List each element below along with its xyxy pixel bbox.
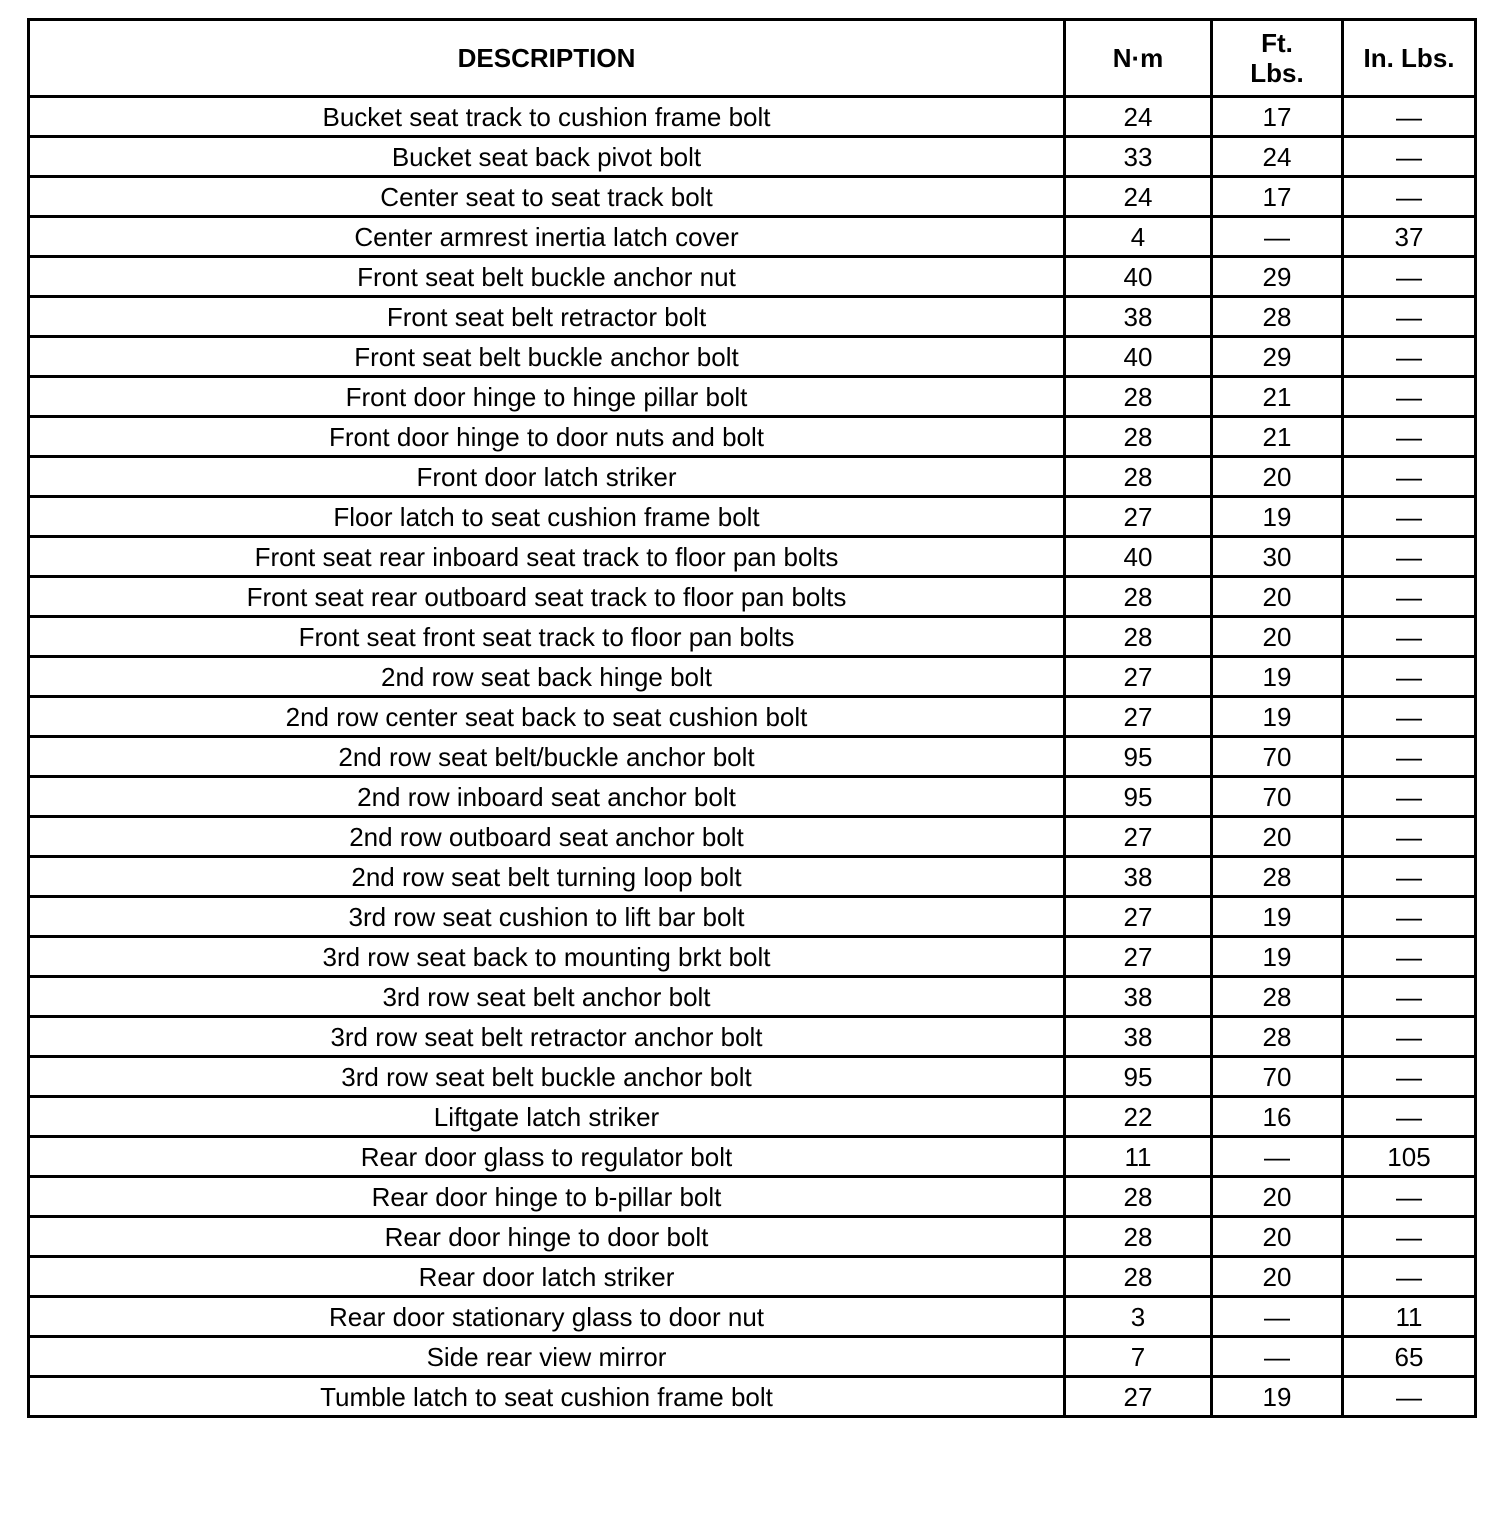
cell-ft-lbs: — bbox=[1212, 217, 1343, 257]
cell-description: 2nd row seat back hinge bolt bbox=[29, 657, 1065, 697]
cell-description: Floor latch to seat cushion frame bolt bbox=[29, 497, 1065, 537]
cell-description: Rear door stationary glass to door nut bbox=[29, 1297, 1065, 1337]
cell-ft-lbs: — bbox=[1212, 1337, 1343, 1377]
table-row bbox=[29, 617, 1476, 657]
cell-in-lbs: 105 bbox=[1343, 1137, 1476, 1177]
cell-ft-lbs: 20 bbox=[1212, 577, 1343, 617]
table-row bbox=[29, 297, 1476, 337]
header-in-lbs: In. Lbs. bbox=[1343, 20, 1476, 97]
table-row bbox=[29, 737, 1476, 777]
cell-description: Front door hinge to door nuts and bolt bbox=[29, 417, 1065, 457]
cell-description: Tumble latch to seat cushion frame bolt bbox=[29, 1377, 1065, 1417]
cell-description: 2nd row center seat back to seat cushion bolt bbox=[29, 697, 1065, 737]
cell-description: Front seat rear outboard seat track to floor pan bolts bbox=[29, 577, 1065, 617]
table-row bbox=[29, 1337, 1476, 1377]
header-ft-lbs bbox=[1212, 20, 1343, 97]
cell-in-lbs: — bbox=[1343, 737, 1476, 777]
cell-nm: 11 bbox=[1065, 1137, 1212, 1177]
cell-ft-lbs: — bbox=[1212, 1297, 1343, 1337]
cell-ft-lbs: 29 bbox=[1212, 257, 1343, 297]
table-row bbox=[29, 777, 1476, 817]
cell-in-lbs: 65 bbox=[1343, 1337, 1476, 1377]
cell-ft-lbs: 20 bbox=[1212, 1217, 1343, 1257]
cell-nm: 40 bbox=[1065, 537, 1212, 577]
table-row bbox=[29, 937, 1476, 977]
cell-in-lbs: — bbox=[1343, 337, 1476, 377]
table-row bbox=[29, 657, 1476, 697]
cell-ft-lbs: 17 bbox=[1212, 97, 1343, 137]
cell-nm: 24 bbox=[1065, 97, 1212, 137]
header-row bbox=[29, 20, 1476, 97]
cell-in-lbs: — bbox=[1343, 817, 1476, 857]
cell-nm: 95 bbox=[1065, 777, 1212, 817]
cell-nm: 27 bbox=[1065, 697, 1212, 737]
cell-ft-lbs: 28 bbox=[1212, 297, 1343, 337]
cell-nm: 38 bbox=[1065, 1017, 1212, 1057]
cell-nm: 22 bbox=[1065, 1097, 1212, 1137]
cell-nm: 3 bbox=[1065, 1297, 1212, 1337]
table-row bbox=[29, 1377, 1476, 1417]
cell-nm: 27 bbox=[1065, 497, 1212, 537]
table-row bbox=[29, 577, 1476, 617]
cell-ft-lbs: 17 bbox=[1212, 177, 1343, 217]
table-row bbox=[29, 1057, 1476, 1097]
cell-description: Side rear view mirror bbox=[29, 1337, 1065, 1377]
cell-in-lbs: — bbox=[1343, 297, 1476, 337]
cell-in-lbs: — bbox=[1343, 417, 1476, 457]
cell-in-lbs: — bbox=[1343, 1377, 1476, 1417]
cell-in-lbs: — bbox=[1343, 137, 1476, 177]
cell-nm: 28 bbox=[1065, 417, 1212, 457]
table-row bbox=[29, 457, 1476, 497]
cell-description: Rear door hinge to b-pillar bolt bbox=[29, 1177, 1065, 1217]
cell-description: Rear door hinge to door bolt bbox=[29, 1217, 1065, 1257]
cell-description: Front door hinge to hinge pillar bolt bbox=[29, 377, 1065, 417]
cell-nm: 28 bbox=[1065, 377, 1212, 417]
cell-nm: 40 bbox=[1065, 337, 1212, 377]
table-row bbox=[29, 1217, 1476, 1257]
cell-in-lbs: — bbox=[1343, 777, 1476, 817]
torque-spec-table bbox=[27, 18, 1477, 1418]
cell-ft-lbs: 20 bbox=[1212, 1177, 1343, 1217]
cell-description: 2nd row inboard seat anchor bolt bbox=[29, 777, 1065, 817]
cell-nm: 28 bbox=[1065, 457, 1212, 497]
table-row bbox=[29, 337, 1476, 377]
cell-nm: 38 bbox=[1065, 297, 1212, 337]
cell-ft-lbs: 20 bbox=[1212, 817, 1343, 857]
cell-in-lbs: — bbox=[1343, 857, 1476, 897]
table-row bbox=[29, 1297, 1476, 1337]
cell-ft-lbs: 29 bbox=[1212, 337, 1343, 377]
cell-nm: 27 bbox=[1065, 897, 1212, 937]
cell-ft-lbs: 19 bbox=[1212, 697, 1343, 737]
cell-description: Front seat front seat track to floor pan bolts bbox=[29, 617, 1065, 657]
cell-description: 3rd row seat belt buckle anchor bolt bbox=[29, 1057, 1065, 1097]
cell-in-lbs: — bbox=[1343, 577, 1476, 617]
cell-in-lbs: — bbox=[1343, 257, 1476, 297]
cell-ft-lbs: — bbox=[1212, 1137, 1343, 1177]
table-row bbox=[29, 537, 1476, 577]
cell-description: Front seat belt buckle anchor nut bbox=[29, 257, 1065, 297]
table-row bbox=[29, 697, 1476, 737]
table-row bbox=[29, 1137, 1476, 1177]
cell-ft-lbs: 19 bbox=[1212, 497, 1343, 537]
cell-nm: 27 bbox=[1065, 657, 1212, 697]
cell-in-lbs: — bbox=[1343, 1177, 1476, 1217]
cell-ft-lbs: 19 bbox=[1212, 1377, 1343, 1417]
header-ft-lbs-line2: Lbs. bbox=[1250, 58, 1304, 88]
cell-nm: 33 bbox=[1065, 137, 1212, 177]
cell-nm: 27 bbox=[1065, 1377, 1212, 1417]
cell-ft-lbs: 70 bbox=[1212, 737, 1343, 777]
cell-in-lbs: — bbox=[1343, 497, 1476, 537]
cell-description: Center armrest inertia latch cover bbox=[29, 217, 1065, 257]
cell-nm: 40 bbox=[1065, 257, 1212, 297]
cell-nm: 38 bbox=[1065, 857, 1212, 897]
table-row bbox=[29, 1177, 1476, 1217]
cell-description: Bucket seat back pivot bolt bbox=[29, 137, 1065, 177]
header-ft-lbs-line1: Ft. bbox=[1261, 28, 1293, 58]
cell-nm: 28 bbox=[1065, 577, 1212, 617]
table-row bbox=[29, 497, 1476, 537]
table-row bbox=[29, 137, 1476, 177]
cell-ft-lbs: 28 bbox=[1212, 857, 1343, 897]
cell-description: 2nd row seat belt/buckle anchor bolt bbox=[29, 737, 1065, 777]
table-row bbox=[29, 857, 1476, 897]
cell-in-lbs: — bbox=[1343, 457, 1476, 497]
cell-ft-lbs: 21 bbox=[1212, 377, 1343, 417]
table-row bbox=[29, 1017, 1476, 1057]
table-row bbox=[29, 377, 1476, 417]
table-row bbox=[29, 177, 1476, 217]
cell-description: 3rd row seat cushion to lift bar bolt bbox=[29, 897, 1065, 937]
cell-ft-lbs: 20 bbox=[1212, 457, 1343, 497]
cell-nm: 28 bbox=[1065, 1217, 1212, 1257]
cell-ft-lbs: 70 bbox=[1212, 777, 1343, 817]
cell-description: 3rd row seat belt retractor anchor bolt bbox=[29, 1017, 1065, 1057]
cell-nm: 95 bbox=[1065, 737, 1212, 777]
cell-in-lbs: — bbox=[1343, 177, 1476, 217]
cell-description: Front seat belt buckle anchor bolt bbox=[29, 337, 1065, 377]
cell-description: Bucket seat track to cushion frame bolt bbox=[29, 97, 1065, 137]
cell-description: Rear door glass to regulator bolt bbox=[29, 1137, 1065, 1177]
cell-ft-lbs: 24 bbox=[1212, 137, 1343, 177]
table-row bbox=[29, 417, 1476, 457]
cell-nm: 95 bbox=[1065, 1057, 1212, 1097]
table-row bbox=[29, 897, 1476, 937]
cell-nm: 4 bbox=[1065, 217, 1212, 257]
cell-nm: 28 bbox=[1065, 1257, 1212, 1297]
cell-nm: 24 bbox=[1065, 177, 1212, 217]
cell-ft-lbs: 70 bbox=[1212, 1057, 1343, 1097]
cell-nm: 38 bbox=[1065, 977, 1212, 1017]
table-row bbox=[29, 257, 1476, 297]
table-row bbox=[29, 97, 1476, 137]
cell-ft-lbs: 19 bbox=[1212, 657, 1343, 697]
cell-in-lbs: — bbox=[1343, 377, 1476, 417]
table-row bbox=[29, 1257, 1476, 1297]
cell-in-lbs: — bbox=[1343, 937, 1476, 977]
cell-in-lbs: — bbox=[1343, 537, 1476, 577]
cell-ft-lbs: 28 bbox=[1212, 1017, 1343, 1057]
cell-nm: 28 bbox=[1065, 617, 1212, 657]
cell-ft-lbs: 30 bbox=[1212, 537, 1343, 577]
cell-in-lbs: — bbox=[1343, 697, 1476, 737]
cell-description: Rear door latch striker bbox=[29, 1257, 1065, 1297]
cell-description: Front seat rear inboard seat track to floor pan bolts bbox=[29, 537, 1065, 577]
cell-description: 2nd row outboard seat anchor bolt bbox=[29, 817, 1065, 857]
cell-nm: 27 bbox=[1065, 937, 1212, 977]
table-row bbox=[29, 817, 1476, 857]
cell-in-lbs: — bbox=[1343, 897, 1476, 937]
cell-ft-lbs: 20 bbox=[1212, 1257, 1343, 1297]
cell-in-lbs: — bbox=[1343, 97, 1476, 137]
cell-ft-lbs: 28 bbox=[1212, 977, 1343, 1017]
cell-in-lbs: — bbox=[1343, 1257, 1476, 1297]
table-row bbox=[29, 1097, 1476, 1137]
cell-description: Center seat to seat track bolt bbox=[29, 177, 1065, 217]
cell-description: 3rd row seat belt anchor bolt bbox=[29, 977, 1065, 1017]
cell-in-lbs: — bbox=[1343, 1017, 1476, 1057]
cell-description: Liftgate latch striker bbox=[29, 1097, 1065, 1137]
header-description: DESCRIPTION bbox=[29, 20, 1065, 97]
cell-in-lbs: — bbox=[1343, 1217, 1476, 1257]
table-row bbox=[29, 217, 1476, 257]
cell-nm: 28 bbox=[1065, 1177, 1212, 1217]
cell-description: 3rd row seat back to mounting brkt bolt bbox=[29, 937, 1065, 977]
cell-ft-lbs: 19 bbox=[1212, 937, 1343, 977]
cell-in-lbs: — bbox=[1343, 657, 1476, 697]
cell-ft-lbs: 20 bbox=[1212, 617, 1343, 657]
cell-in-lbs: — bbox=[1343, 1097, 1476, 1137]
header-nm: N·m bbox=[1065, 20, 1212, 97]
cell-ft-lbs: 16 bbox=[1212, 1097, 1343, 1137]
cell-in-lbs: 37 bbox=[1343, 217, 1476, 257]
cell-in-lbs: 11 bbox=[1343, 1297, 1476, 1337]
table-row bbox=[29, 977, 1476, 1017]
cell-nm: 7 bbox=[1065, 1337, 1212, 1377]
cell-in-lbs: — bbox=[1343, 977, 1476, 1017]
table-body bbox=[29, 97, 1476, 1417]
cell-ft-lbs: 21 bbox=[1212, 417, 1343, 457]
cell-description: Front door latch striker bbox=[29, 457, 1065, 497]
cell-in-lbs: — bbox=[1343, 1057, 1476, 1097]
cell-in-lbs: — bbox=[1343, 617, 1476, 657]
cell-ft-lbs: 19 bbox=[1212, 897, 1343, 937]
cell-description: 2nd row seat belt turning loop bolt bbox=[29, 857, 1065, 897]
cell-nm: 27 bbox=[1065, 817, 1212, 857]
cell-description: Front seat belt retractor bolt bbox=[29, 297, 1065, 337]
